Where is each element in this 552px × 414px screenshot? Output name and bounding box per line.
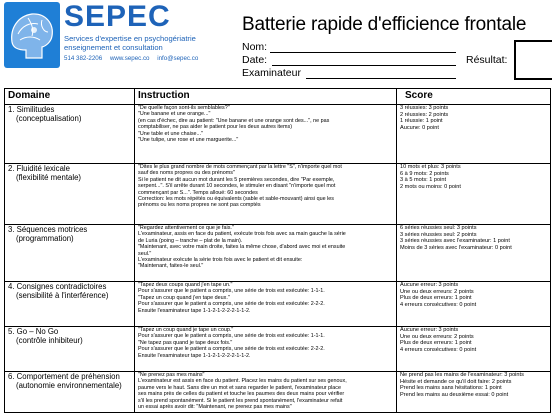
instruction-line: Pour s'assurer que le patient a compris, une série de trois est exécutée: 1-1-1. [138, 288, 325, 295]
table-row [5, 105, 551, 164]
instruction-line: Pour s'assurer que le patient a compris, une série de trois est exécutée: 1-1-1. [138, 333, 325, 340]
examinateur-label: Examinateur [242, 67, 301, 79]
table-row [5, 225, 551, 282]
document-header [0, 0, 552, 88]
score-line: Aucune erreur: 3 points [400, 327, 459, 333]
domain-subtitle: (sensibilité à l'interférence) [16, 291, 109, 300]
instruction-line: serpent...". S'il arrête durant 10 secondes, le stimuler en disant "n'importe quel mot [138, 183, 336, 190]
score-line: 2 mots ou moins: 0 point [400, 183, 461, 190]
score-line: Une ou deux erreurs: 2 points [400, 288, 474, 295]
instruction-line: "Tapez un coup quand j'en tape deux." [138, 294, 230, 301]
domain-subtitle: (flexibilité mentale) [16, 173, 81, 182]
brand-tagline: Services d'expertise en psychogériatrie enseignement et consultation [64, 34, 196, 52]
domain-name: 6. Comportement de préhension [8, 372, 120, 381]
instruction-cell [135, 327, 397, 372]
score-line: Une ou deux erreurs: 2 points [400, 333, 474, 340]
brand-name: SEPEC [64, 0, 171, 33]
instruction-line: "Tapez deux coups quand j'en tape un." [138, 282, 233, 288]
score-cell [397, 282, 551, 327]
instruction-line: Ensuite l'examinateur tape 1-1-2-1-2-2-2-1-1-2. [138, 352, 251, 359]
score-line: Hésite et demande ce qu'il doit faire: 2 points [400, 378, 512, 385]
domain-cell [5, 372, 135, 413]
nom-field[interactable] [270, 52, 456, 53]
score-cell [397, 327, 551, 372]
instruction-line: un essai après avoir dit: "Maintenant, ne prenez pas mes mains" [138, 404, 292, 411]
instruction-line: Pour s'assurer que le patient a compris, une série de trois est exécutée: 2-2-2. [138, 301, 325, 308]
instruction-cell [135, 372, 397, 413]
instruction-line: "De quelle façon sont-ils semblables?" [138, 105, 230, 111]
score-line: Prend les mains au deuxième essai: 0 point [400, 391, 509, 398]
score-line: Ne prend pas les mains de l'examinateur: 3 points [400, 372, 524, 378]
instruction-line: paume vers le haut. Sans dire un mot et sans regarder le patient, l'examinateur place [138, 384, 341, 391]
assessment-table [4, 88, 551, 413]
score-line: 4 erreurs consécutives: 0 point [400, 346, 477, 353]
domain-name: 2. Fluidité lexicale [8, 164, 70, 173]
score-line: Aucune: 0 point [400, 124, 439, 131]
instruction-line: comptabiliser, ne pas aider le patient pour les deux autres items) [138, 124, 293, 131]
instruction-cell [135, 225, 397, 282]
website-link[interactable]: www.sepec.co [109, 55, 150, 62]
instruction-line: commençant par S...". Temps alloué: 60 secondes [138, 189, 258, 196]
score-line: 6 séries réussies seul: 3 points [400, 225, 477, 231]
score-line: Plus de deux erreurs: 1 point [400, 340, 472, 347]
score-line: Aucune erreur: 3 points [400, 282, 459, 288]
table-row [5, 327, 551, 372]
instruction-line: "Regardez attentivement ce que je fais." [138, 225, 234, 231]
column-header-instruction: Instruction [135, 89, 397, 105]
score-cell [397, 105, 551, 164]
instruction-line: prénoms ou les noms propres ne sont pas comptés [138, 202, 261, 209]
nom-label: Nom: [242, 41, 268, 53]
score-line: 2 réussies: 2 points [400, 111, 449, 118]
examinateur-field[interactable] [306, 78, 456, 79]
instruction-cell [135, 105, 397, 164]
instruction-cell [135, 164, 397, 225]
resultat-label: Résultat: [466, 54, 508, 66]
domain-name: 5. Go – No Go [8, 327, 59, 336]
table-header-row [5, 89, 551, 105]
instruction-line: "Une table et une chaise..." [138, 130, 203, 137]
score-line: 10 mots et plus: 3 points [400, 164, 461, 170]
domain-cell [5, 164, 135, 225]
instruction-line: de Luria (poing – tranche – plat de la main). [138, 237, 243, 244]
instruction-line: Pour s'assurer que le patient a compris, une série de trois est exécutée: 2-2-2. [138, 346, 325, 353]
score-line: Moins de 3 séries avec l'examinateur: 0 point [400, 244, 512, 251]
instruction-line: "Maintenant, faites-le seul." [138, 263, 204, 270]
brand-contacts [64, 55, 204, 62]
domain-subtitle: (conceptualisation) [16, 114, 82, 123]
instruction-line: L'examinateur, assis en face du patient, exécute trois fois avec sa main gauche la série [138, 231, 346, 238]
domain-cell [5, 105, 135, 164]
instruction-line: "Tapez un coup quand je tape un coup." [138, 327, 234, 333]
instruction-line: seul." [138, 250, 152, 257]
email-link[interactable]: info@sepec.co [157, 55, 199, 62]
instruction-line: Si le patient ne dit aucun mot durant les 5 premières secondes, dire "Par exemple, [138, 176, 335, 183]
score-line: Prend les mains sans hésitations: 1 point [400, 385, 502, 392]
instruction-line: Correction: les mots répétés ou équivalents (sable et sable-mouvant) ainsi que les [138, 196, 334, 203]
instruction-line: "Maintenant, avec votre main droite, faites la même chose, d'abord avec moi et ensuite [138, 244, 346, 251]
domain-subtitle: (autonomie environnementale) [16, 381, 122, 390]
domain-name: 3. Séquences motrices [8, 225, 88, 234]
score-line: 3 séries réussies avec l'examinateur: 1 point [400, 238, 510, 245]
instruction-line: sauf des noms propres ou des prénoms" [138, 170, 235, 177]
resultat-box[interactable] [514, 40, 552, 80]
instruction-line: Ensuite l'examinateur tape 1-1-2-1-2-2-2-1-1-2. [138, 307, 251, 314]
column-header-domain: Domaine [5, 89, 135, 105]
instruction-line: s'il les prend spontanément. Si le patient les prend spontanément, l'examinateur refait [138, 397, 343, 404]
domain-cell [5, 282, 135, 327]
instruction-line: L'examinateur exécute la série trois fois avec le patient et dit ensuite: [138, 257, 303, 264]
table-row [5, 282, 551, 327]
score-line: 1 réussie: 1 point [400, 118, 443, 125]
score-cell [397, 225, 551, 282]
instruction-line: "Dites le plus grand nombre de mots commençant par la lettre "S", n'importe quel mot [138, 164, 342, 170]
date-label: Date: [242, 54, 268, 66]
instruction-line: ses mains près de celles du patient et touche les paumes des deux mains pour vérifier [138, 391, 345, 398]
domain-subtitle: (programmation) [16, 234, 74, 243]
table-row [5, 372, 551, 413]
instruction-line: "Une tulipe, une rose et une marguerite..." [138, 137, 239, 144]
score-line: 3 séries réussies seul: 2 points [400, 231, 477, 238]
phone-number: 514 382-2206 [64, 55, 103, 62]
score-line: 3 à 5 mots: 1 point [400, 177, 447, 184]
domain-name: 1. Similitudes [8, 105, 55, 114]
score-line: 6 à 9 mots: 2 points [400, 170, 449, 177]
score-cell [397, 372, 551, 413]
domain-cell [5, 225, 135, 282]
instruction-line: "Ne prenez pas mes mains" [138, 372, 205, 378]
domain-name: 4. Consignes contradictoires [8, 282, 107, 291]
domain-cell [5, 327, 135, 372]
score-line: 4 erreurs consécutives: 0 point [400, 301, 477, 308]
brain-logo-icon [4, 2, 60, 68]
score-line: 3 réussies: 3 points [400, 105, 449, 111]
instruction-line: L'examinateur est assis en face du patient. Placez les mains du patient sur ses genoux, [138, 378, 347, 385]
table-row [5, 164, 551, 225]
instruction-line: "Ne tapez pas quand je tape deux fois." [138, 339, 233, 346]
score-cell [397, 164, 551, 225]
instruction-line: (en cas d'échec, dire au patient: "Une banane et une orange sont des...", ne pas [138, 117, 330, 124]
column-header-score: Score [397, 89, 551, 105]
domain-subtitle: (contrôle inhibiteur) [16, 336, 83, 345]
instruction-line: "Une banane et une orange..." [138, 111, 211, 118]
date-field[interactable] [272, 65, 456, 66]
instruction-cell [135, 282, 397, 327]
score-line: Plus de deux erreurs: 1 point [400, 295, 472, 302]
page-title: Batterie rapide d'efficience frontale [242, 14, 527, 35]
